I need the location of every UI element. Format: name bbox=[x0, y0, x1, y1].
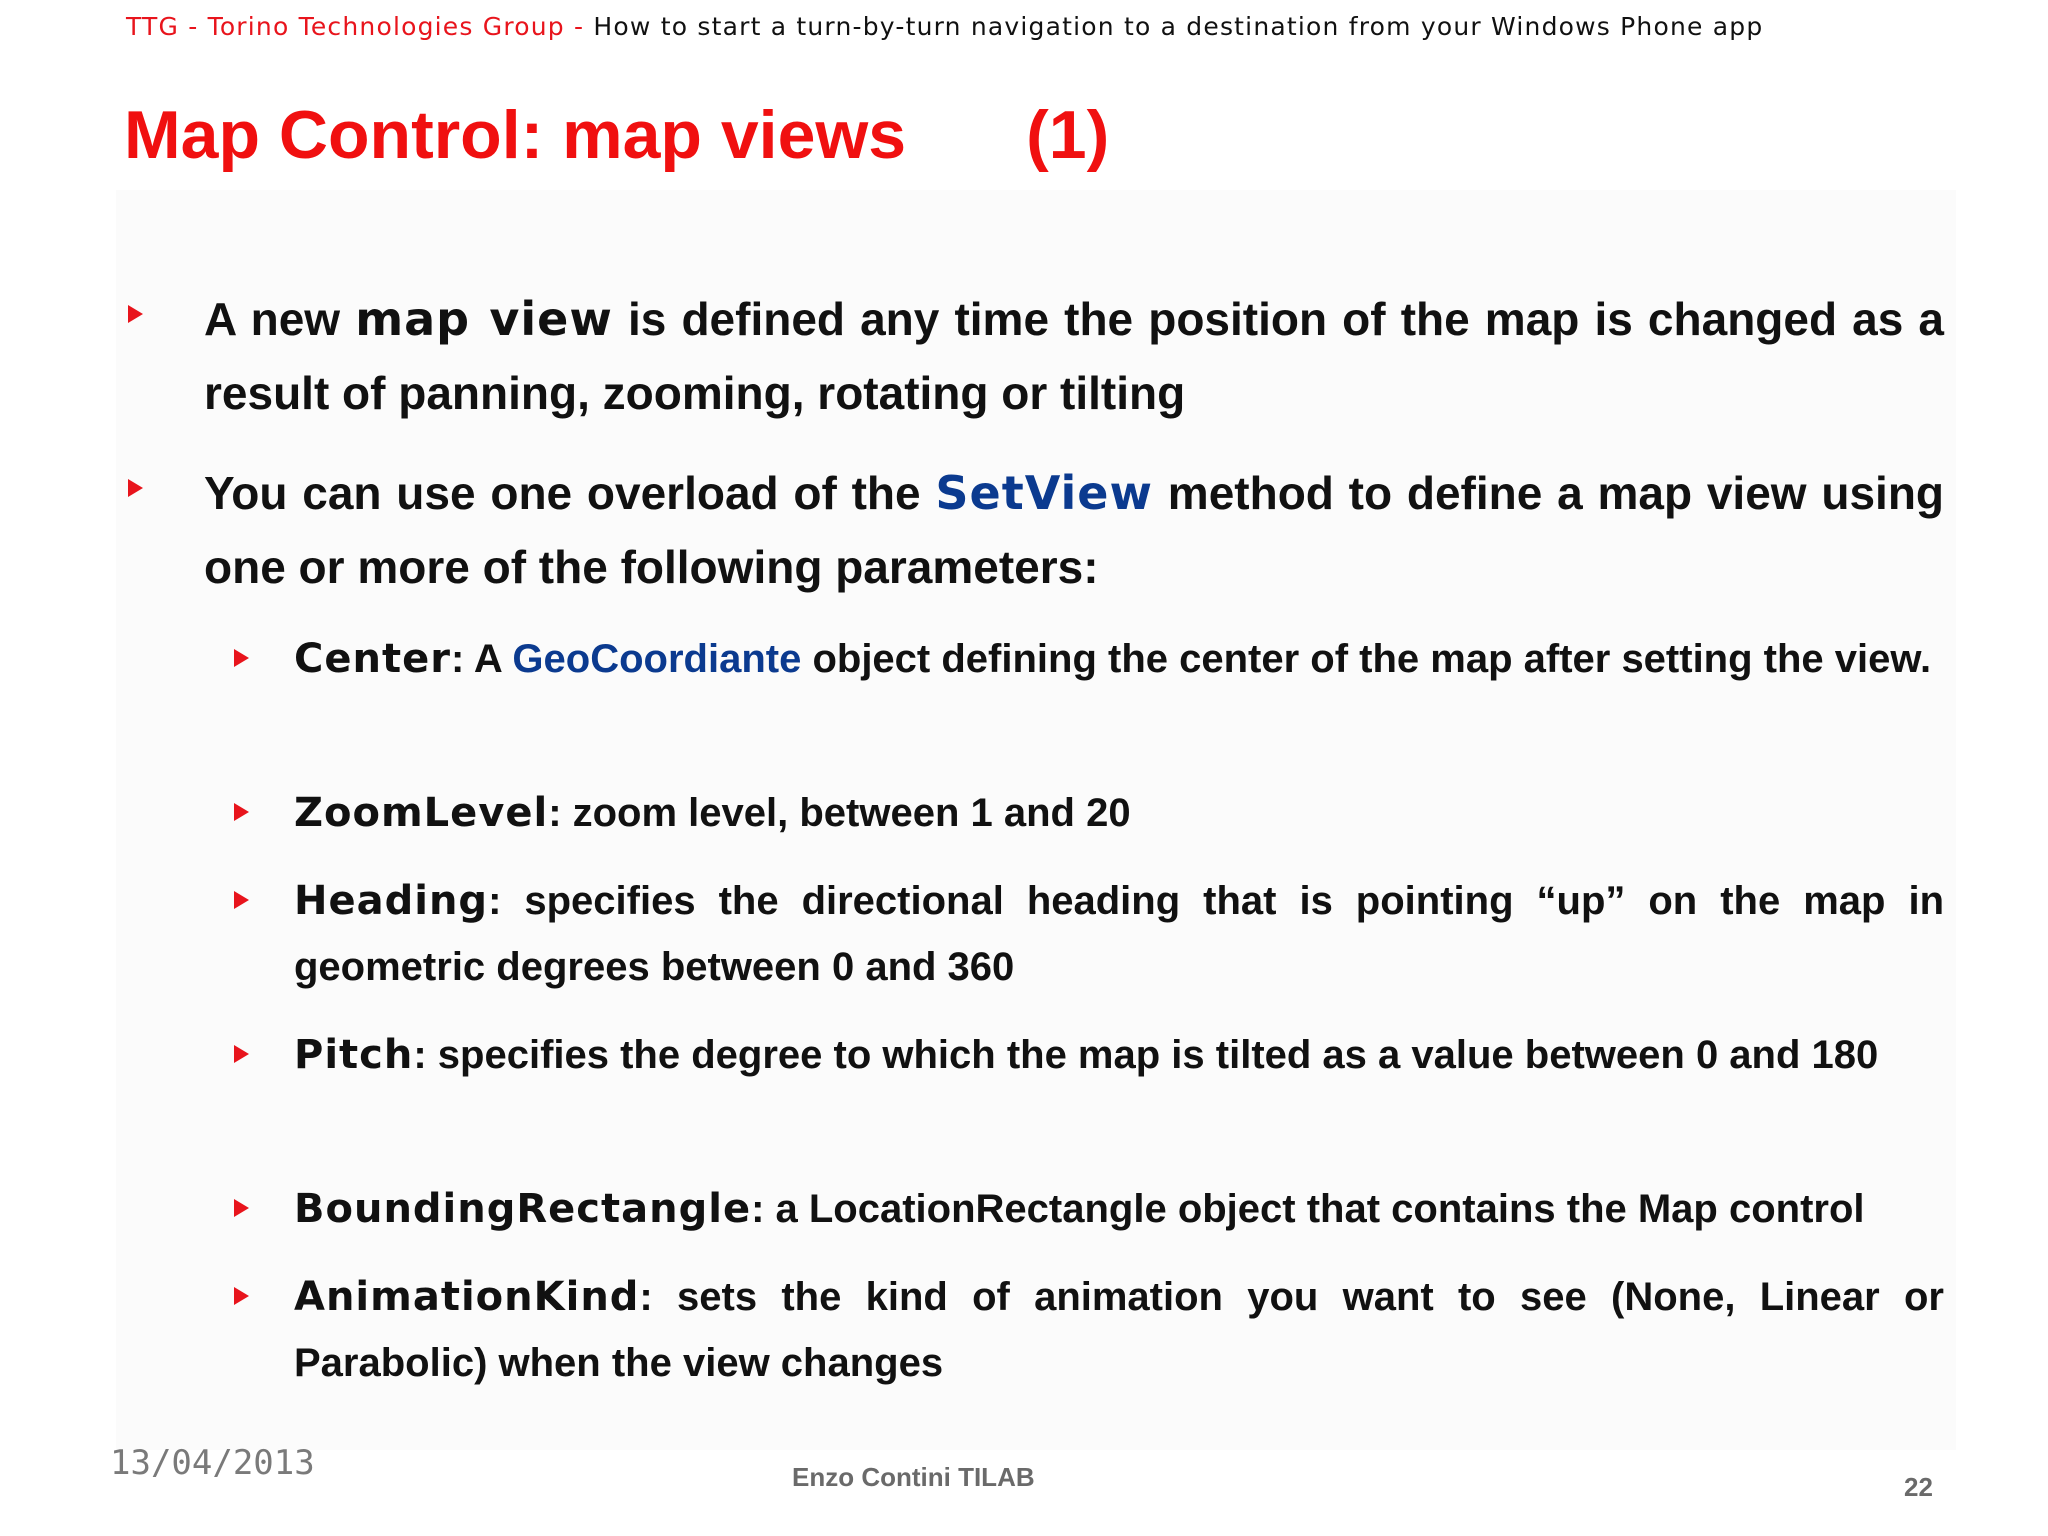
param-link-geocoordinate: GeoCoordiante bbox=[512, 637, 802, 681]
header-subtitle: How to start a turn-by-turn navigation to a destination from your Windows Phone app bbox=[593, 12, 1764, 41]
bullet-arrow-icon bbox=[128, 305, 143, 323]
bullet-setview bbox=[204, 456, 1944, 604]
param-term: Pitch bbox=[294, 1032, 414, 1078]
param-term: AnimationKind bbox=[294, 1274, 640, 1320]
param-text: : specifies the degree to which the map is tilted as a value between 0 and 180 bbox=[413, 1033, 1879, 1077]
param-boundingrectangle bbox=[294, 1176, 1944, 1242]
bullet-text: You can use one overload of the bbox=[204, 467, 921, 519]
param-text: object defining the center of the map after setting the view. bbox=[812, 637, 1932, 681]
param-heading bbox=[294, 868, 1944, 1000]
sub-bullet-arrow-icon bbox=[234, 1199, 249, 1217]
param-text: : zoom level, between 1 and 20 bbox=[548, 791, 1131, 835]
bullet-map-view bbox=[204, 282, 1944, 430]
param-text: : A bbox=[450, 637, 502, 681]
bullet-text: is defined any time the position of the map is changed as a result of panning, zooming, rotating or tilting bbox=[204, 293, 1945, 419]
param-center bbox=[294, 626, 1944, 692]
param-term: Center bbox=[294, 636, 451, 682]
footer-date: 13/04/2013 bbox=[110, 1443, 315, 1483]
footer-author: Enzo Contini TILAB bbox=[792, 1462, 1035, 1492]
bullet-text: method to define a map view using one or more of the following parameters: bbox=[204, 467, 1945, 593]
param-text: : sets the kind of animation you want to see (None, Linear or Parabolic) when the view changes bbox=[294, 1275, 1944, 1385]
bullet-term-setview: SetView bbox=[935, 466, 1153, 520]
slide-title bbox=[124, 96, 1109, 174]
header-org: TTG - Torino Technologies Group - bbox=[126, 12, 585, 41]
slide-header bbox=[126, 12, 2006, 41]
bullet-arrow-icon bbox=[128, 479, 143, 497]
sub-bullet-arrow-icon bbox=[234, 1045, 249, 1063]
param-text: : a LocationRectangle object that contains the Map control bbox=[751, 1187, 1865, 1231]
param-term: Heading bbox=[294, 878, 489, 924]
param-animationkind bbox=[294, 1264, 1944, 1396]
page-number: 22 bbox=[1904, 1472, 1933, 1502]
param-zoomlevel bbox=[294, 780, 1944, 846]
sub-bullet-arrow-icon bbox=[234, 1287, 249, 1305]
bullet-term: map view bbox=[355, 292, 613, 346]
param-term: BoundingRectangle bbox=[294, 1186, 752, 1232]
slide-title-number: (1) bbox=[1026, 97, 1110, 173]
param-pitch bbox=[294, 1022, 1944, 1088]
slide-title-main: Map Control: map views bbox=[124, 97, 907, 173]
sub-bullet-arrow-icon bbox=[234, 803, 249, 821]
bullet-text: A new bbox=[204, 293, 341, 345]
sub-bullet-arrow-icon bbox=[234, 891, 249, 909]
param-term: ZoomLevel bbox=[294, 790, 549, 836]
sub-bullet-arrow-icon bbox=[234, 649, 249, 667]
param-text: : specifies the directional heading that is pointing “up” on the map in geometric degrees between 0 and 360 bbox=[294, 879, 1944, 989]
